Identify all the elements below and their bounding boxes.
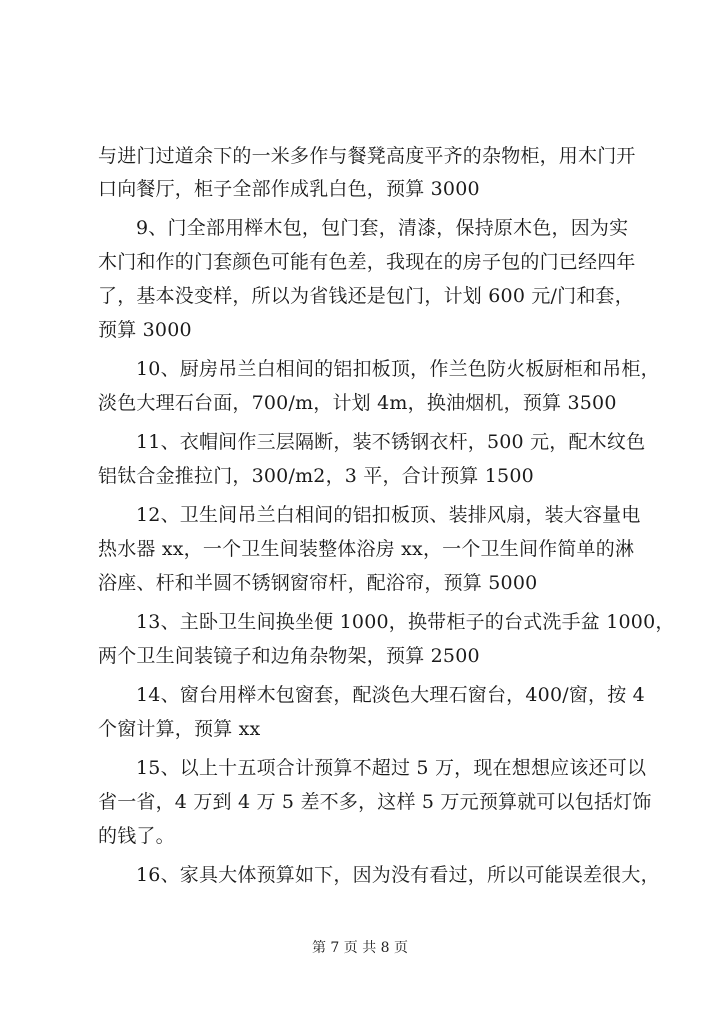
page-footer: 第 7 页 共 8 页 xyxy=(311,940,409,956)
text-line: 9、门全部用榉木包，包门套，清漆，保持原木色，因为实 xyxy=(136,217,629,239)
text-line: 个窗计算，预算 xx xyxy=(98,718,261,740)
text-line: 13、主卧卫生间换坐便 1000，换带柜子的台式洗手盆 1000， xyxy=(136,611,675,633)
text-line: 14、窗台用榉木包窗套，配淡色大理石窗台，400/窗，按 4 xyxy=(136,684,645,706)
text-line: 热水器 xx，一个卫生间装整体浴房 xx，一个卫生间作简单的淋 xyxy=(98,538,635,560)
text-line: 浴座、杆和半圆不锈钢窗帘杆，配浴帘，预算 5000 xyxy=(98,572,538,594)
text-line: 口向餐厅，柜子全部作成乳白色，预算 3000 xyxy=(98,178,480,200)
text-line: 15、以上十五项合计预算不超过 5 万，现在想想应该还可以 xyxy=(136,757,647,779)
text-line: 10、厨房吊兰白相间的铝扣板顶，作兰色防火板厨柜和吊柜， xyxy=(136,358,660,380)
text-line: 铝钛合金推拉门，300/m2，3 平，合计预算 1500 xyxy=(98,465,534,487)
text-line: 11、衣帽间作三层隔断，装不锈钢衣杆，500 元，配木纹色 xyxy=(136,431,646,453)
text-line: 省一省，4 万到 4 万 5 差不多，这样 5 万元预算就可以包括灯饰 xyxy=(98,791,652,813)
text-line: 16、家具大体预算如下，因为没有看过，所以可能误差很大， xyxy=(136,864,660,886)
text-line: 淡色大理石台面，700/m，计划 4m，换油烟机，预算 3500 xyxy=(98,392,617,414)
text-line: 预算 3000 xyxy=(98,319,192,341)
text-line: 12、卫生间吊兰白相间的铝扣板顶、装排风扇，装大容量电 xyxy=(136,504,641,526)
text-line: 的钱了。 xyxy=(98,825,175,847)
text-line: 木门和作的门套颜色可能有色差，我现在的房子包的门已经四年 xyxy=(98,251,636,273)
text-line: 了，基本没变样，所以为省钱还是包门，计划 600 元/门和套， xyxy=(98,285,634,307)
text-line: 与进门过道余下的一米多作与餐凳高度平齐的杂物柜，用木门开 xyxy=(98,145,636,167)
text-line: 两个卫生间装镜子和边角杂物架，预算 2500 xyxy=(98,645,480,667)
